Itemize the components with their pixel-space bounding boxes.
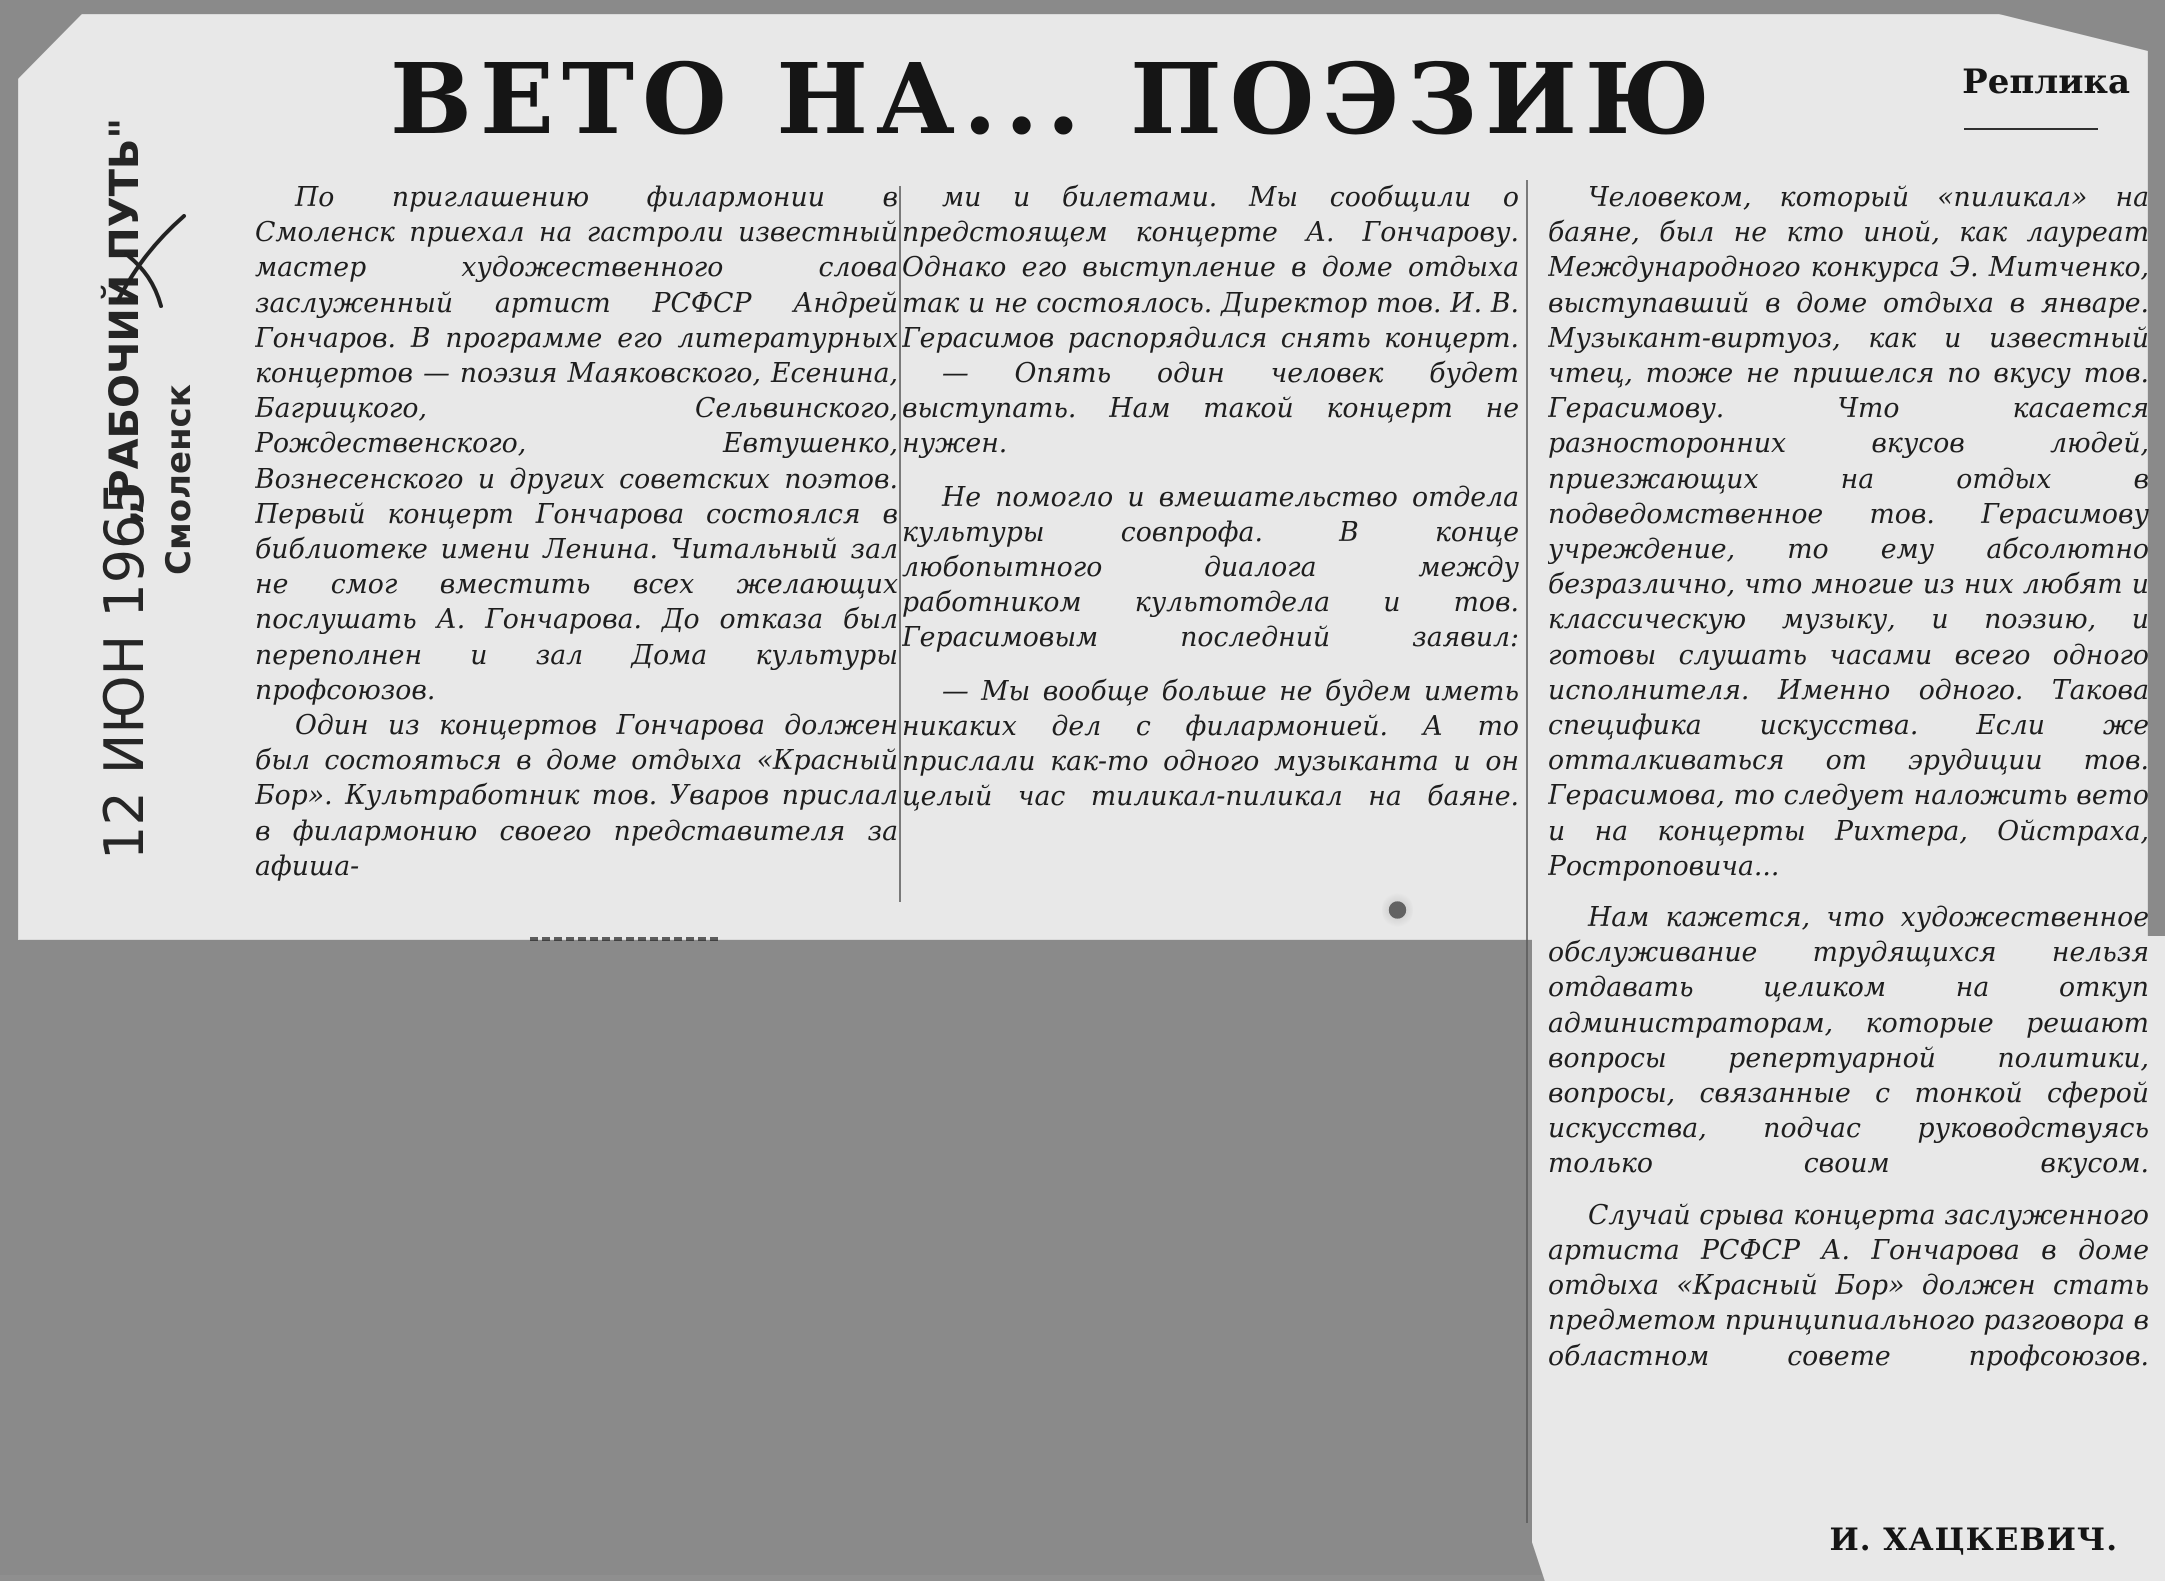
- article-paragraph: По приглашению филармонии в Смоленск приехал на гастроли известный мастер художественного слова заслуженный артист РСФСР Андрей Гончаров. В программе его литературных концертов — поэзия Маяковского, Есенина, Багрицкого, Сельвинского, Рождественского, Евтушенко, Вознесенского и других советских поэтов. Первый концерт Гончарова состоялся в библиотеке имени Ленина. Читальный зал не смог вместить всех желающих послушать А. Гончарова. До отказа был переполнен и зал Дома культуры профсоюзов.: [255, 182, 898, 706]
- stamp-date: 12 ИЮН 1965: [93, 480, 156, 860]
- column-divider-right: [1526, 180, 1528, 1523]
- article-paragraph: Один из концертов Гончарова должен был состояться в доме отдыха «Красный Бор». Культработник тов. Уваров прислал в филармонию своего представителя за афиша-: [255, 710, 898, 882]
- rubric-underline: [1964, 128, 2098, 130]
- article-rubric: Реплика: [1962, 62, 2130, 102]
- bottom-dotted-rule: [530, 937, 720, 941]
- article-paragraph: Нам кажется, что художественное обслуживание трудящихся нельзя отдавать целиком на откуп администраторам, которые решают вопросы репертуарной политики, вопросы, связанные с тонкой сферой искусства, подчас руководствуясь только своим вкусом.: [1548, 902, 2149, 1180]
- article-paragraph: Человеком, который «пиликал» на баяне, был не кто иной, как лауреат Международного конкурса Э. Митченко, выступавший в доме отдыха в январе. Музыкант-виртуоз, как и известный чтец, тоже не пришелся по вкусу тов. Герасимову. Что касается разносторонних вкусов людей, приезжающих на отдых в подведомственное тов. Герасимову учреждение, то ему абсолютно безразлично, что многие из них любят и классическую музыку, и поэзию, и готовы слушать часами всего одного исполнителя. Именно одного. Такова специфика искусства. Если же отталкиваться от эрудиции тов. Герасимова, то следует наложить вето и на концерты Рихтера, Ойстраха, Ростроповича...: [1548, 182, 2149, 882]
- stamp-city: Смоленск: [159, 384, 199, 575]
- article-signature: И. ХАЦКЕВИЧ.: [1829, 1522, 2118, 1558]
- article-paragraph: — Опять один человек будет выступать. Нам такой концерт не нужен.: [902, 358, 1519, 460]
- article-column-2: [902, 180, 1519, 915]
- column-divider-left: [899, 186, 901, 902]
- article-column-3: [1548, 180, 2149, 1550]
- article-paragraph: Не помогло и вмешательство отдела культуры совпрофа. В конце любопытного диалога между работником культотдела и тов. Герасимовым последний заявил:: [902, 481, 1519, 654]
- article-paragraph: — Мы вообще больше не будем иметь никаких дел с филармонией. А то прислали как-то одного музыканта и он целый час тиликал-пиликал на баяне.: [902, 675, 1519, 813]
- article-headline: ВЕТО НА... ПОЭЗИЮ: [390, 42, 1718, 156]
- article-column-1: [255, 180, 898, 917]
- article-paragraph: Случай срыва концерта заслуженного артиста РСФСР А. Гончарова в доме отдыха «Красный Бор» должен стать предметом принципиального разговора в областном совете профсоюзов.: [1548, 1199, 2149, 1372]
- stamp-newspaper-name: „РАБОЧИЙ ПУТЬ": [102, 117, 148, 525]
- article-paragraph: ми и билетами. Мы сообщили о предстоящем концерте А. Гончарову. Однако его выступление в доме отдыха так и не состоялось. Директор тов. И. В. Герасимов распорядился снять концерт.: [902, 182, 1519, 354]
